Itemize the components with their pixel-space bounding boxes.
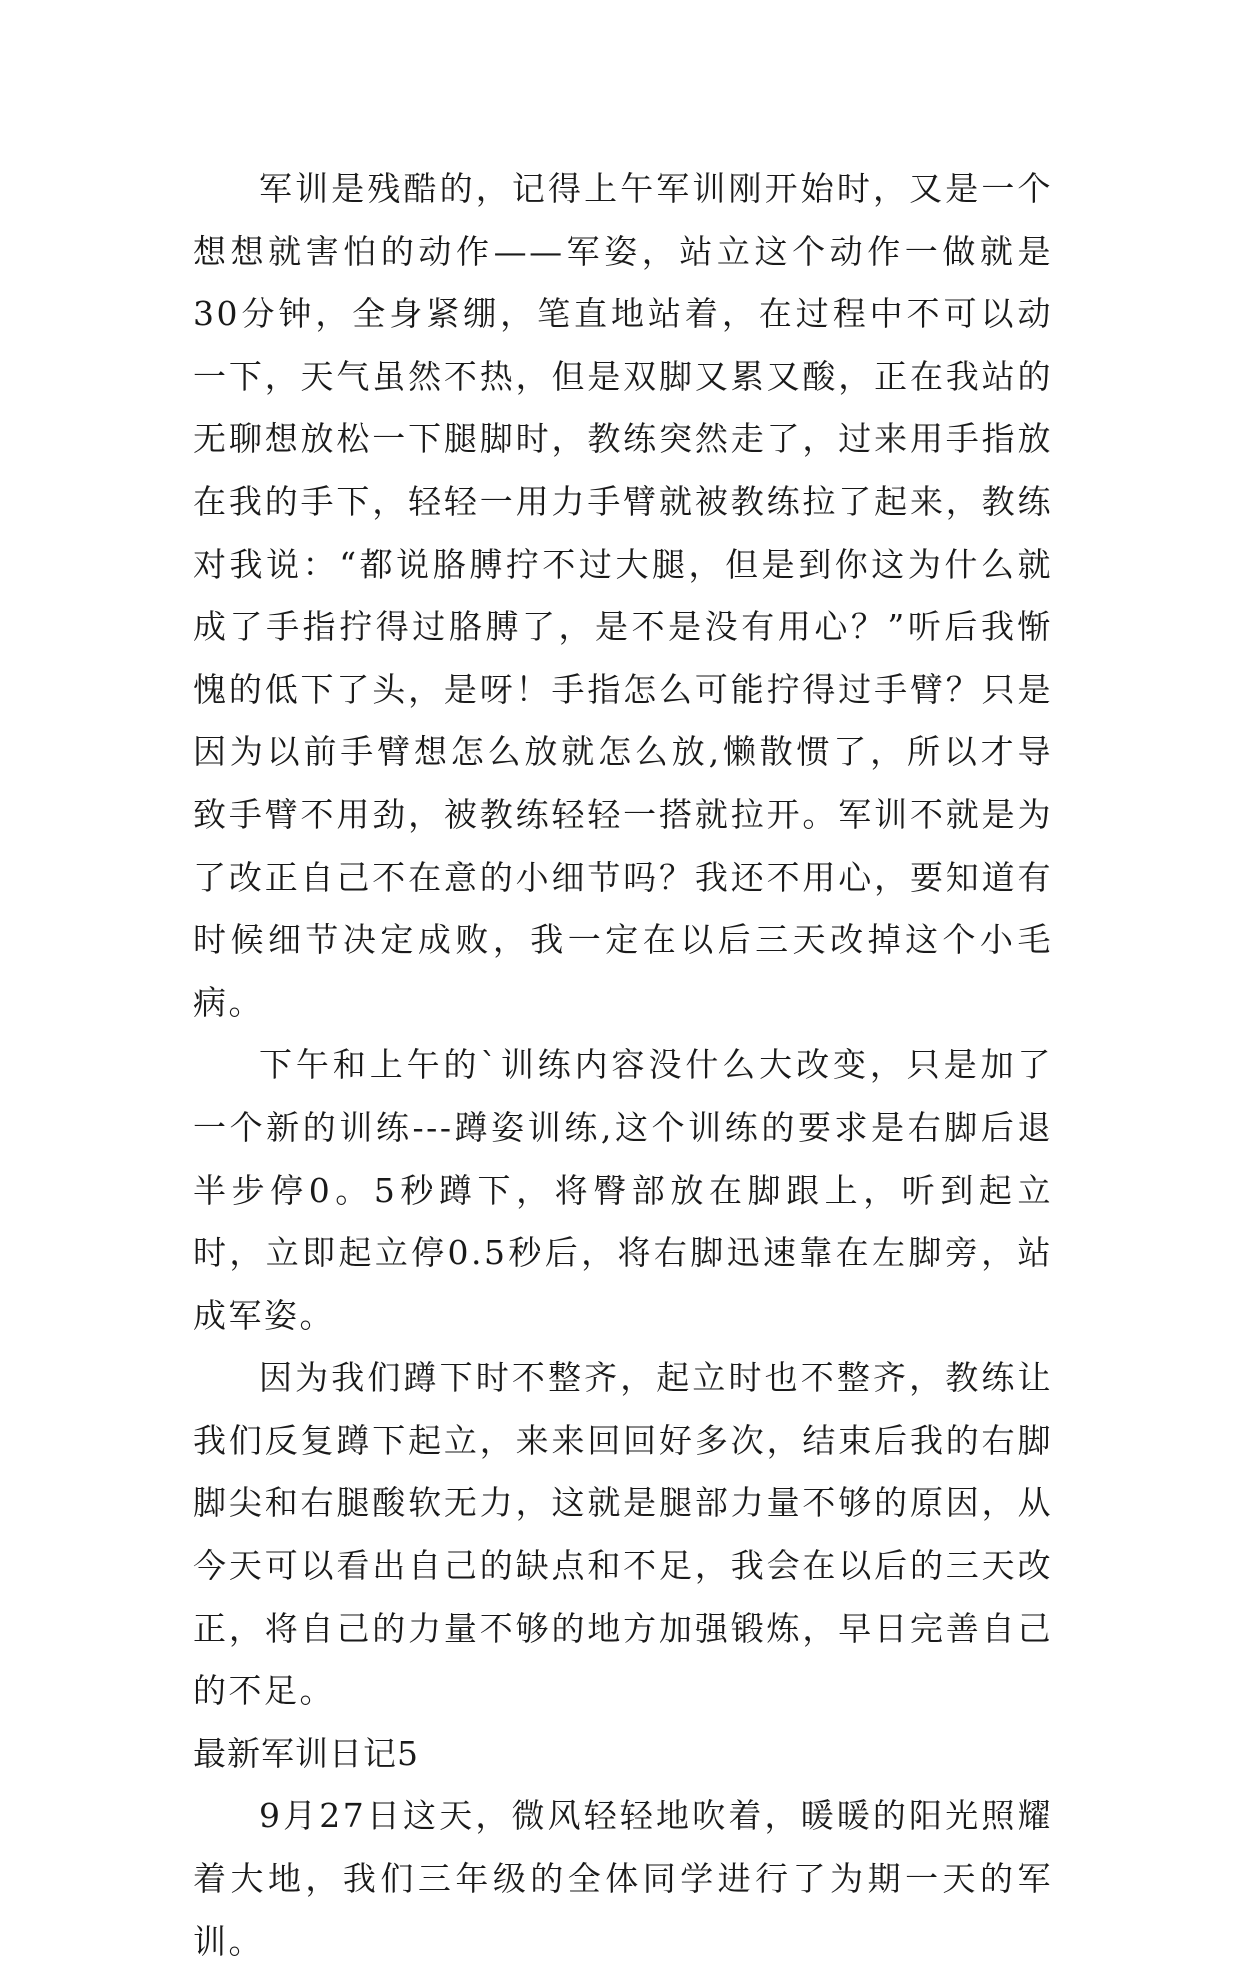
document-body [193, 158, 1053, 1973]
paragraph-reflection: 因为我们蹲下时不整齐，起立时也不整齐，教练让我们反复蹲下起立，来来回回好多次，结束后我的右脚脚尖和右腿酸软无力，这就是腿部力量不够的原因，从今天可以看出自己的缺点和不足，我会在以后的三天改正，将自己的力量不够的地方加强锻炼，早日完善自己的不足。 [193, 1358, 1053, 1711]
paragraph-military-posture: 军训是残酷的，记得上午军训刚开始时，又是一个想想就害怕的动作——军姿，站立这个动作一做就是30分钟，全身紧绷，笔直地站着，在过程中不可以动一下，天气虽然不热，但是双脚又累又酸，正在我站的无聊想放松一下腿脚时，教练突然走了，过来用手指放在我的手下，轻轻一用力手臂就被教练拉了起来，教练对我说：“都说胳膊拧不过大腿，但是到你这为什么就成了手指拧得过胳膊了，是不是没有用心？”听后我惭愧的低下了头，是呀！手指怎么可能拧得过手臂？只是因为以前手臂想怎么放就怎么放,懒散惯了，所以才导致手臂不用劲，被教练轻轻一搭就拉开。军训不就是为了改正自己不在意的小细节吗？我还不用心，要知道有时候细节决定成败，我一定在以后三天改掉这个小毛病。 [193, 169, 1053, 1022]
section-heading: 最新军训日记5 [193, 1733, 419, 1773]
paragraph-squat-training: 下午和上午的`训练内容没什么大改变，只是加了一个新的训练---蹲姿训练,这个训练的要求是右脚后退半步停0。5秒蹲下，将臀部放在脚跟上，听到起立时，立即起立停0.5秒后，将右脚迅速靠在左脚旁，站成军姿。 [193, 1045, 1053, 1335]
paragraph-diary-5-intro: 9月27日这天，微风轻轻地吹着，暖暖的阳光照耀着大地，我们三年级的全体同学进行了为期一天的军训。 [193, 1796, 1053, 1961]
